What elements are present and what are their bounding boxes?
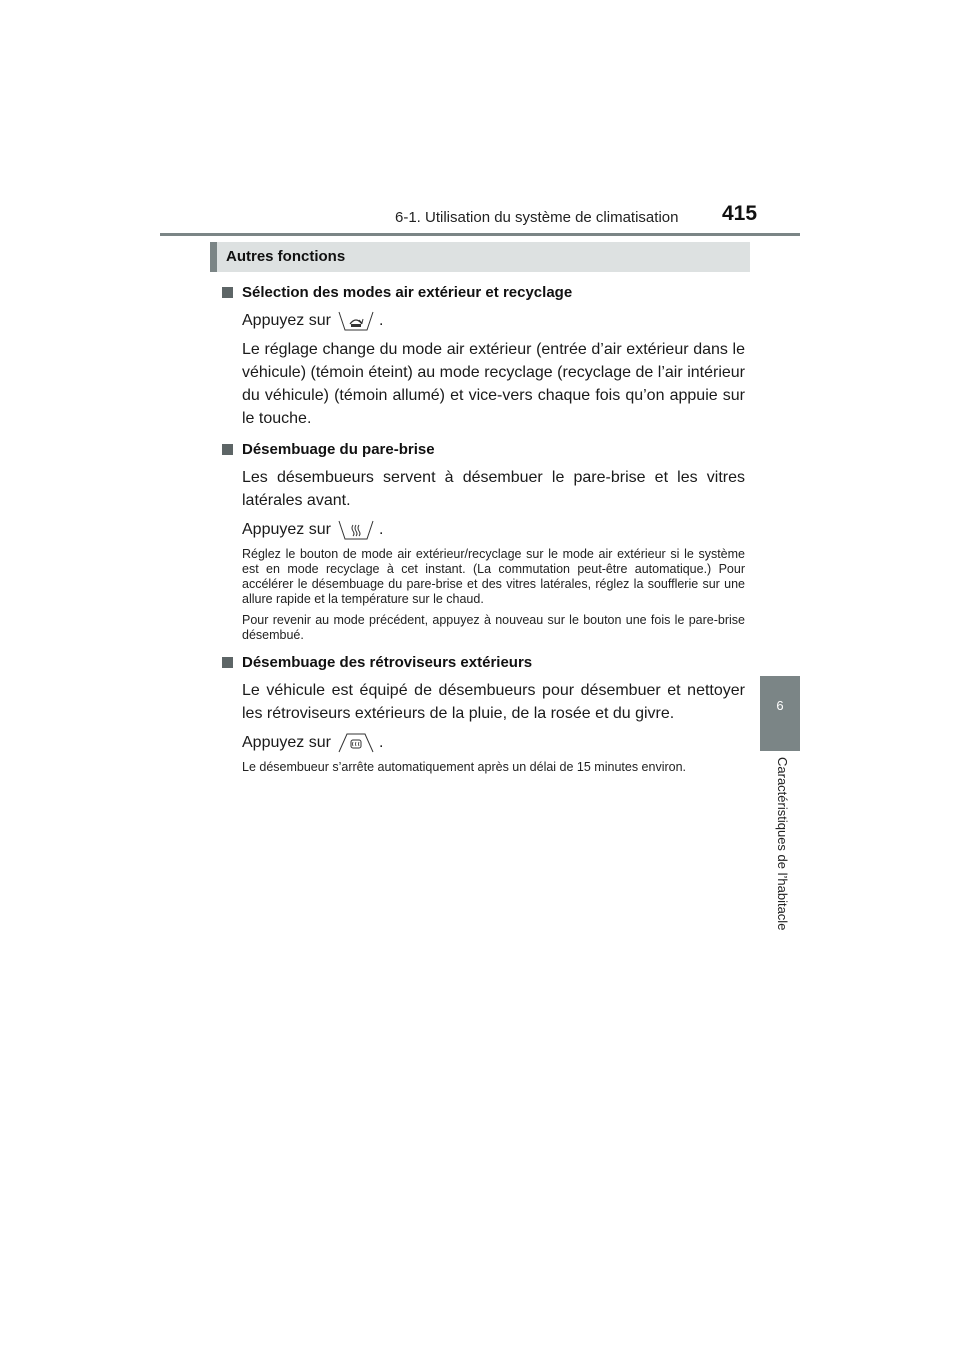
press-prefix: Appuyez sur [242, 312, 331, 329]
item-heading-text: Désembuage des rétroviseurs extérieurs [242, 653, 533, 671]
press-prefix: Appuyez sur [242, 734, 331, 751]
item-description: Le véhicule est équipé de désembueurs pour désembuer et nettoyer les rétroviseurs extérieurs de la pluie, de la rosée et du givre. [242, 682, 745, 722]
item-heading [222, 651, 745, 673]
page-number: 415 [722, 202, 758, 225]
item-mirror-defog [222, 651, 745, 775]
press-instruction [242, 518, 745, 541]
section-heading-bar [210, 242, 750, 272]
item-heading [222, 438, 745, 460]
section-path: 6-1. Utilisation du système de climatisation [395, 209, 679, 226]
square-bullet-icon [222, 657, 233, 668]
item-note: Le désembueur s’arrête automatiquement après un délai de 15 minutes environ. [242, 760, 687, 774]
press-suffix: . [378, 312, 384, 329]
section-heading-accent [210, 242, 217, 272]
item-body [242, 466, 745, 643]
item-heading [222, 281, 745, 303]
windshield-defogger-button-icon [337, 519, 375, 541]
chapter-label: Caractéristiques de l’habitacle [775, 757, 790, 931]
item-description: Le réglage change du mode air extérieur (entrée d’air extérieur dans le véhicule) (témoin éteint) au mode recyclage (recyclage de l’air intérieur du véhicule) (témoin allumé) et vice-vers chaque fois qu’on appuie sur le touche. [242, 341, 745, 427]
item-heading-text: Désembuage du pare-brise [242, 440, 435, 458]
item-note: Réglez le bouton de mode air extérieur/recyclage sur le mode air extérieur si le système est en mode recyclage à cet instant. (La commutation peut-être automatique.) Pour accélérer le désembuage du pare-brise et des vitres latérales, réglez la soufflerie sur une allure rapide et la température sur le chaud. [242, 547, 745, 606]
press-suffix: . [378, 734, 384, 751]
press-suffix: . [378, 521, 384, 538]
item-heading-text: Sélection des modes air extérieur et recyclage [242, 283, 573, 301]
press-prefix: Appuyez sur [242, 521, 331, 538]
item-windshield-defog [222, 438, 745, 643]
recirculation-button-icon [337, 310, 375, 332]
press-instruction [242, 731, 745, 754]
content [222, 281, 745, 783]
section-title: Autres fonctions [226, 248, 346, 265]
item-body [242, 309, 745, 430]
item-description: Les désembueurs servent à désembuer le pare-brise et les vitres latérales avant. [242, 469, 745, 509]
item-note: Pour revenir au mode précédent, appuyez à nouveau sur le bouton une fois le pare-brise désembué. [242, 613, 745, 642]
header-rule [160, 233, 800, 236]
chapter-number: 6 [776, 698, 784, 713]
item-body [242, 679, 745, 775]
square-bullet-icon [222, 444, 233, 455]
item-recirculation [222, 281, 745, 430]
press-instruction [242, 309, 745, 332]
mirror-defogger-button-icon [337, 732, 375, 754]
chapter-tab [760, 676, 800, 751]
square-bullet-icon [222, 287, 233, 298]
